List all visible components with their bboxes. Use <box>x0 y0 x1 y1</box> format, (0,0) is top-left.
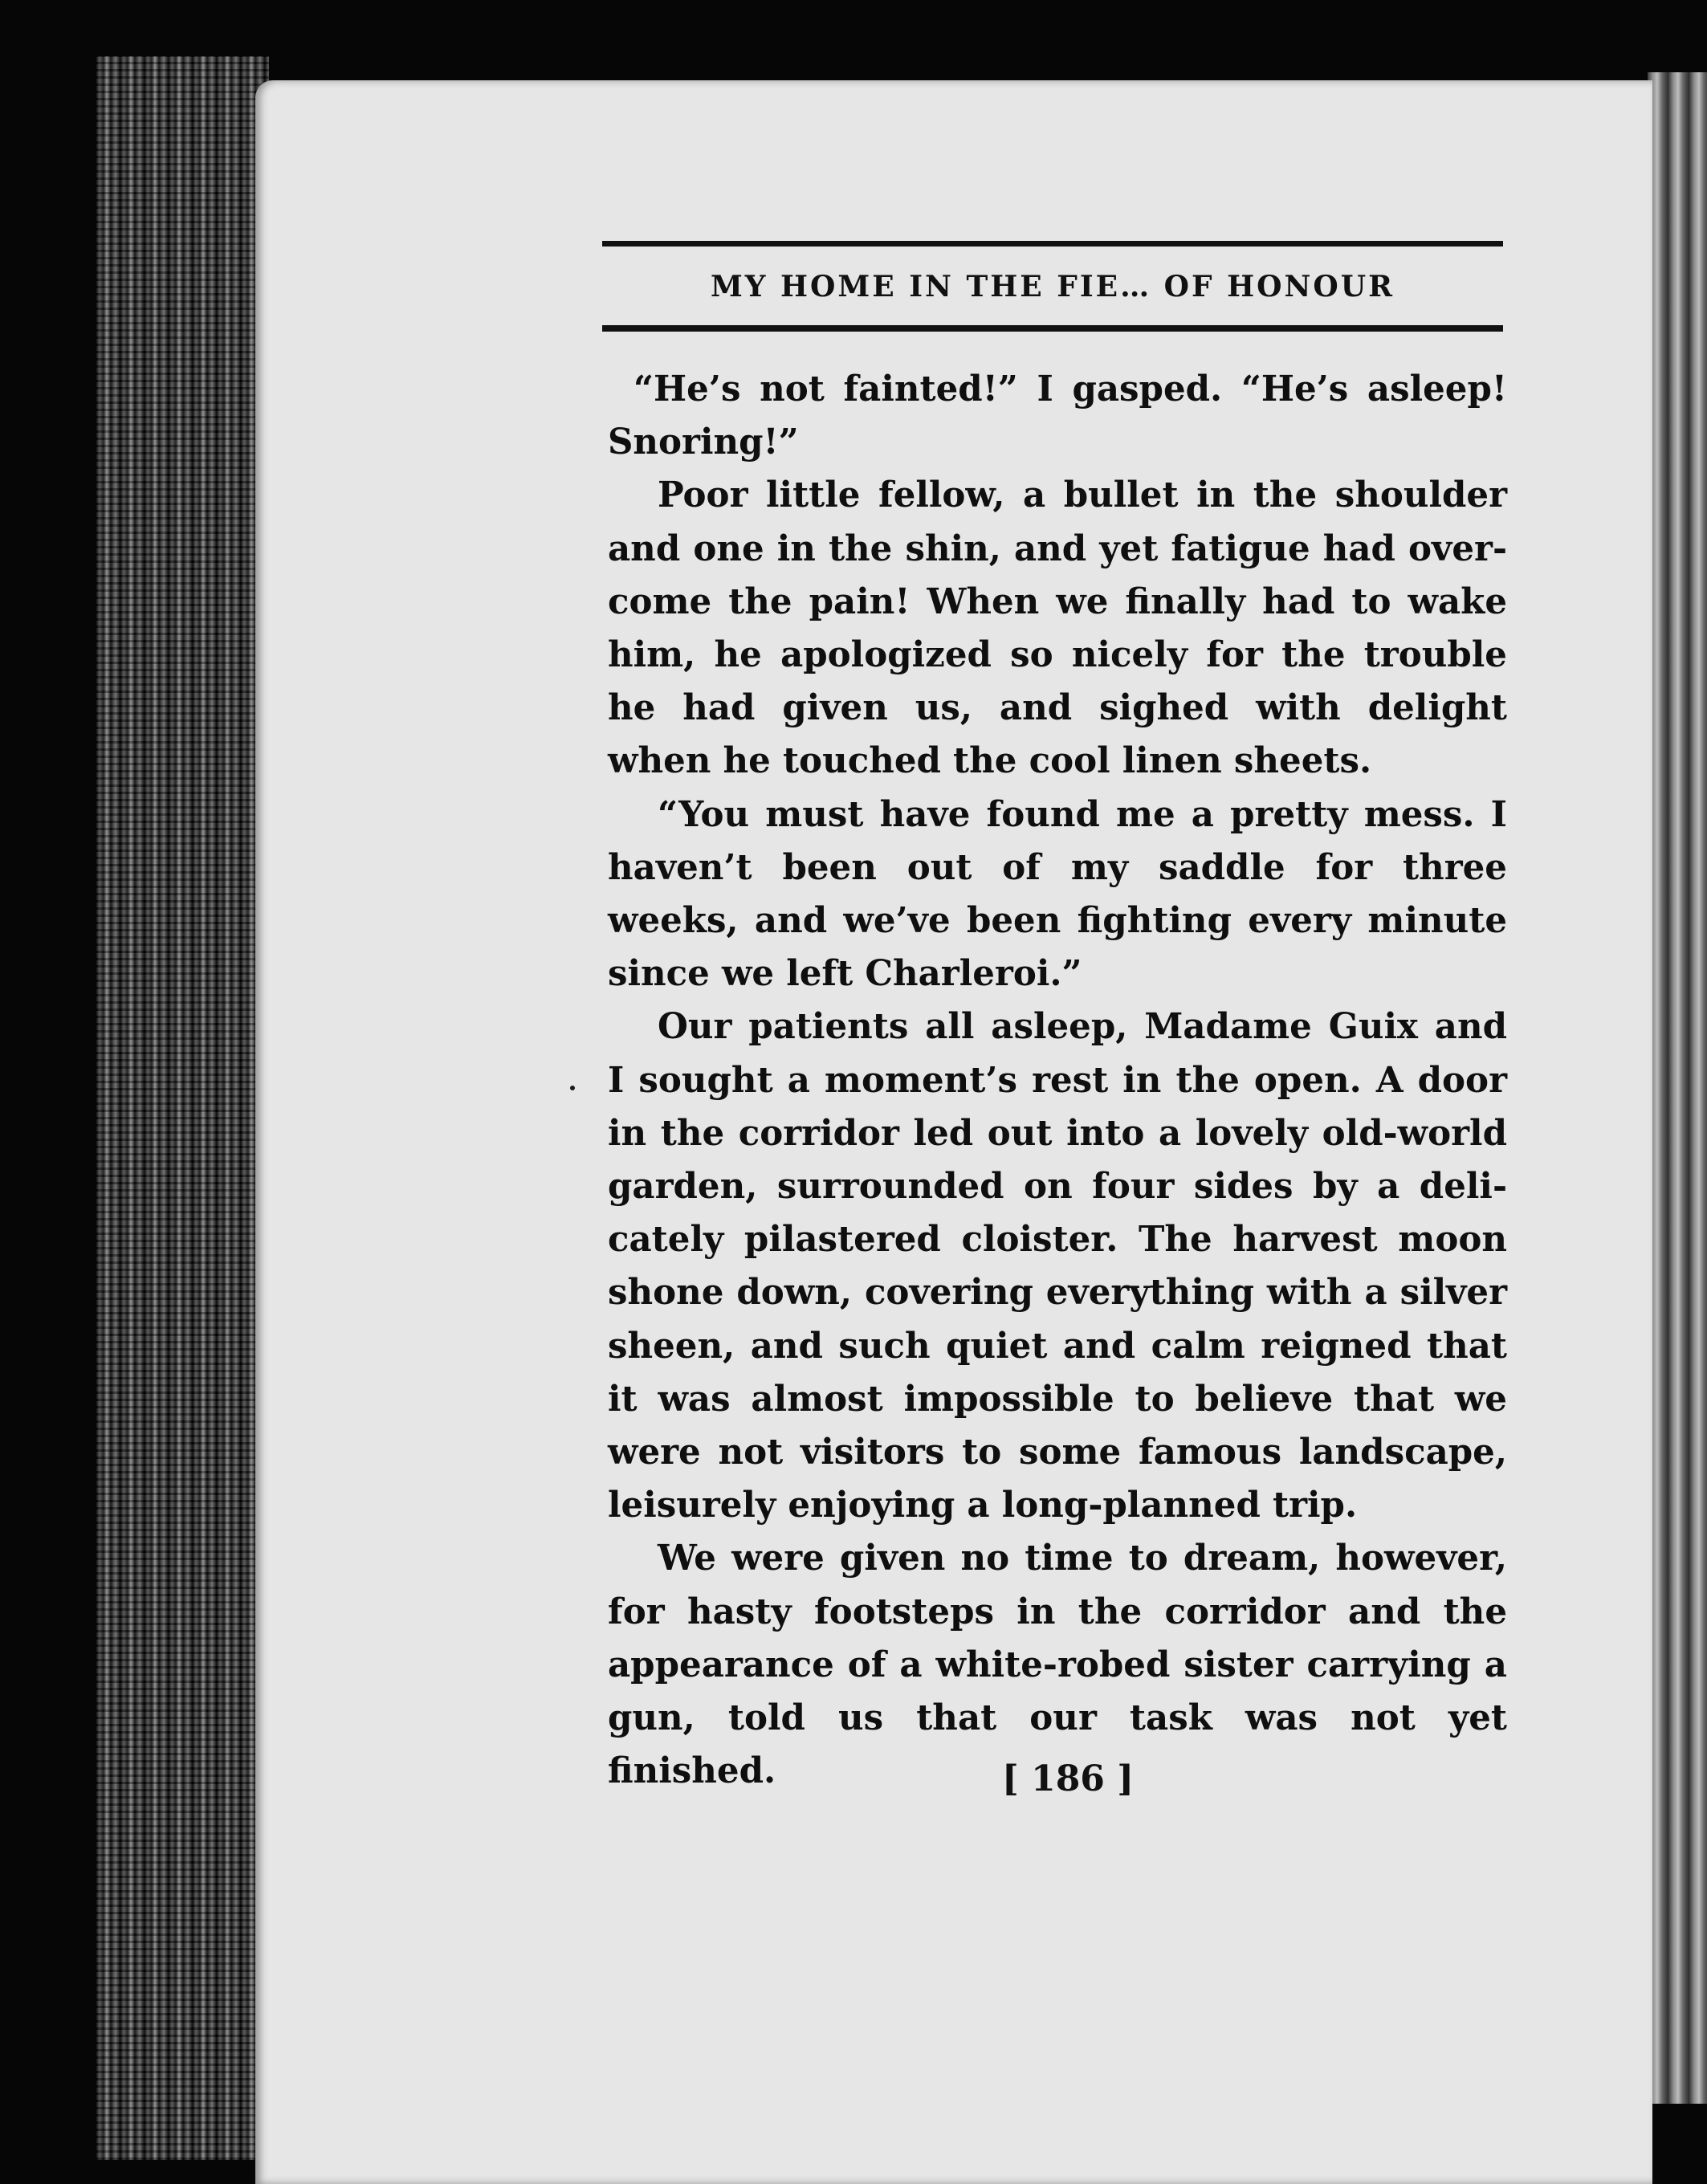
header-rule-top <box>602 241 1503 247</box>
paragraph: Poor little fellow, a bullet in the shoulder and one in the shin, and yet fatigue had overcome the pain! When we finally had to wake him, he apologized so nicely for the trouble he had given us, and sighed with delight when he touched the cool linen sheets. <box>608 475 1507 782</box>
book-fore-edge <box>96 56 269 2160</box>
paragraph: “You must have found me a pretty mess. I haven’t been out of my saddle for three weeks, and we’ve been fighting every minute since we left Charleroi.” <box>608 793 1507 995</box>
header-rule-bottom <box>602 325 1503 332</box>
running-head: MY HOME IN THE FIE… OF HONOUR <box>710 270 1395 304</box>
body-text <box>608 363 1507 1798</box>
next-page-edge <box>1648 72 1707 2104</box>
paragraph: Our patients all asleep, Madame Guix and I sought a moment’s rest in the open. A door in the corridor led out into a lovely old-world garden, surrounded on four sides by a delicately pilastered cloister. The harvest moon shone down, covering everything with a silver sheen, and such quiet and calm reigned that it was almost impossible to believe that we were not visitors to some famous landscape, leisurely enjoying a long-planned trip. <box>608 1006 1507 1526</box>
paragraph: “He’s not fainted!” I gasped. “He’s asleep! Snoring!” <box>608 369 1507 463</box>
margin-speck <box>570 1086 575 1090</box>
paragraph: We were given no time to dream, however, for hasty footsteps in the corridor and the appearance of a white-robed sister carrying a gun, told us that our task was not yet finished. <box>608 1538 1507 1792</box>
page-number: [ 186 ] <box>1001 1758 1135 1799</box>
